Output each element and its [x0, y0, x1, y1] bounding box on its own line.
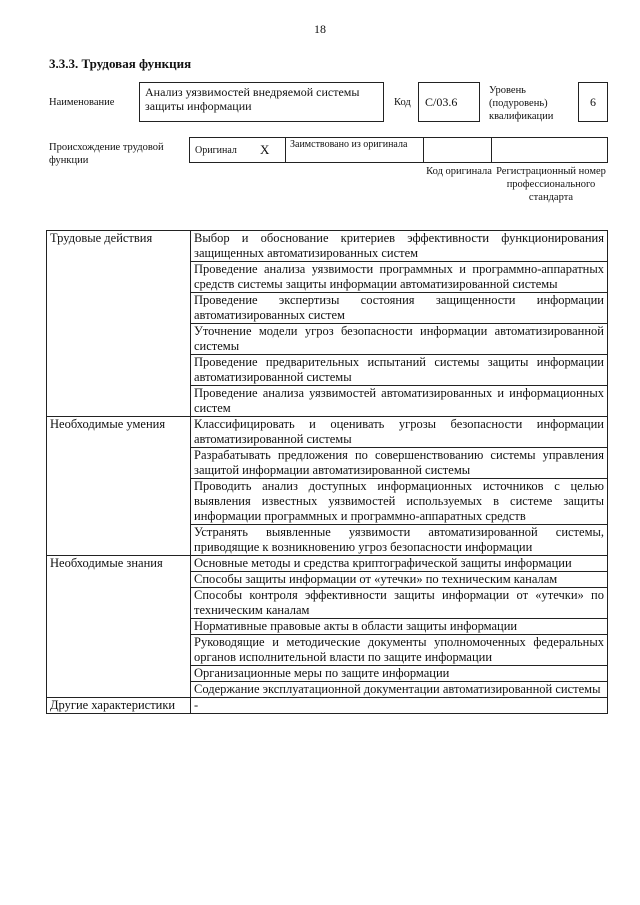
original-label: Оригинал: [195, 145, 237, 156]
borrowed-label: Заимствовано из оригинала: [286, 138, 424, 162]
item-cell: Устранять выявленные уязвимости автоматизированной системы, приводящие к возникновению угроз безопасности информации: [191, 525, 608, 556]
level-value: 6: [578, 82, 608, 122]
original-mark: X: [260, 142, 270, 157]
table-row: [47, 556, 608, 572]
origin-code-cell: [424, 138, 492, 162]
item-cell: Нормативные правовые акты в области защиты информации: [191, 619, 608, 635]
page-number: 18: [314, 22, 326, 36]
item-cell: Уточнение модели угроз безопасности информации автоматизированной системы: [191, 324, 608, 355]
code-value: С/03.6: [418, 82, 480, 122]
origin-reg-cell: [492, 138, 607, 162]
item-cell: Способы контроля эффективности защиты информации от «утечки» по техническим каналам: [191, 588, 608, 619]
item-cell: Проведение экспертизы состояния защищенности информации автоматизированных систем: [191, 293, 608, 324]
category-cell: Необходимые умения: [47, 417, 191, 556]
level-label: Уровень (подуровень) квалификации: [489, 85, 554, 122]
origin-row: [189, 137, 608, 163]
item-cell: Основные методы и средства криптографической защиты информации: [191, 556, 608, 572]
function-table: [46, 230, 608, 714]
table-row: [47, 417, 608, 448]
item-cell: Организационные меры по защите информации: [191, 666, 608, 682]
table-row: [47, 698, 608, 714]
table-row: [47, 231, 608, 262]
item-cell: Проводить анализ доступных информационных источников с целью выявления известных уязвимостей используемых в системе защиты информации программных и программно-аппаратных средств: [191, 479, 608, 525]
item-cell: Выбор и обоснование критериев эффективности функционирования защищенных автоматизированных систем: [191, 231, 608, 262]
caption-code: Код оригинала: [426, 166, 492, 177]
name-value: Анализ уязвимостей внедряемой системы защиты информации: [139, 82, 384, 122]
item-cell: Проведение предварительных испытаний системы защиты информации автоматизированной системы: [191, 355, 608, 386]
category-cell: Другие характеристики: [47, 698, 191, 714]
origin-label: Происхождение трудовой функции: [49, 142, 164, 166]
item-cell: -: [191, 698, 608, 714]
origin-original-cell: [190, 138, 286, 162]
category-cell: Необходимые знания: [47, 556, 191, 698]
code-label: Код: [394, 97, 411, 108]
item-cell: Разрабатывать предложения по совершенствованию системы управления защитой информации автоматизированной системы: [191, 448, 608, 479]
category-cell: Трудовые действия: [47, 231, 191, 417]
item-cell: Проведение анализа уязвимости программных и программно-аппаратных средств системы защиты информации автоматизированной системы: [191, 262, 608, 293]
item-cell: Проведение анализа уязвимостей автоматизированных и информационных систем: [191, 386, 608, 417]
section-title: 3.3.3. Трудовая функция: [49, 56, 192, 71]
item-cell: Руководящие и методические документы уполномоченных федеральных органов исполнительной власти по защите информации: [191, 635, 608, 666]
item-cell: Способы защиты информации от «утечки» по техническим каналам: [191, 572, 608, 588]
item-cell: Содержание эксплуатационной документации автоматизированной системы: [191, 682, 608, 698]
item-cell: Классифицировать и оценивать угрозы безопасности информации автоматизированной системы: [191, 417, 608, 448]
caption-reg: Регистрационный номер профессионального стандарта: [496, 166, 606, 203]
name-label: Наименование: [49, 97, 115, 108]
